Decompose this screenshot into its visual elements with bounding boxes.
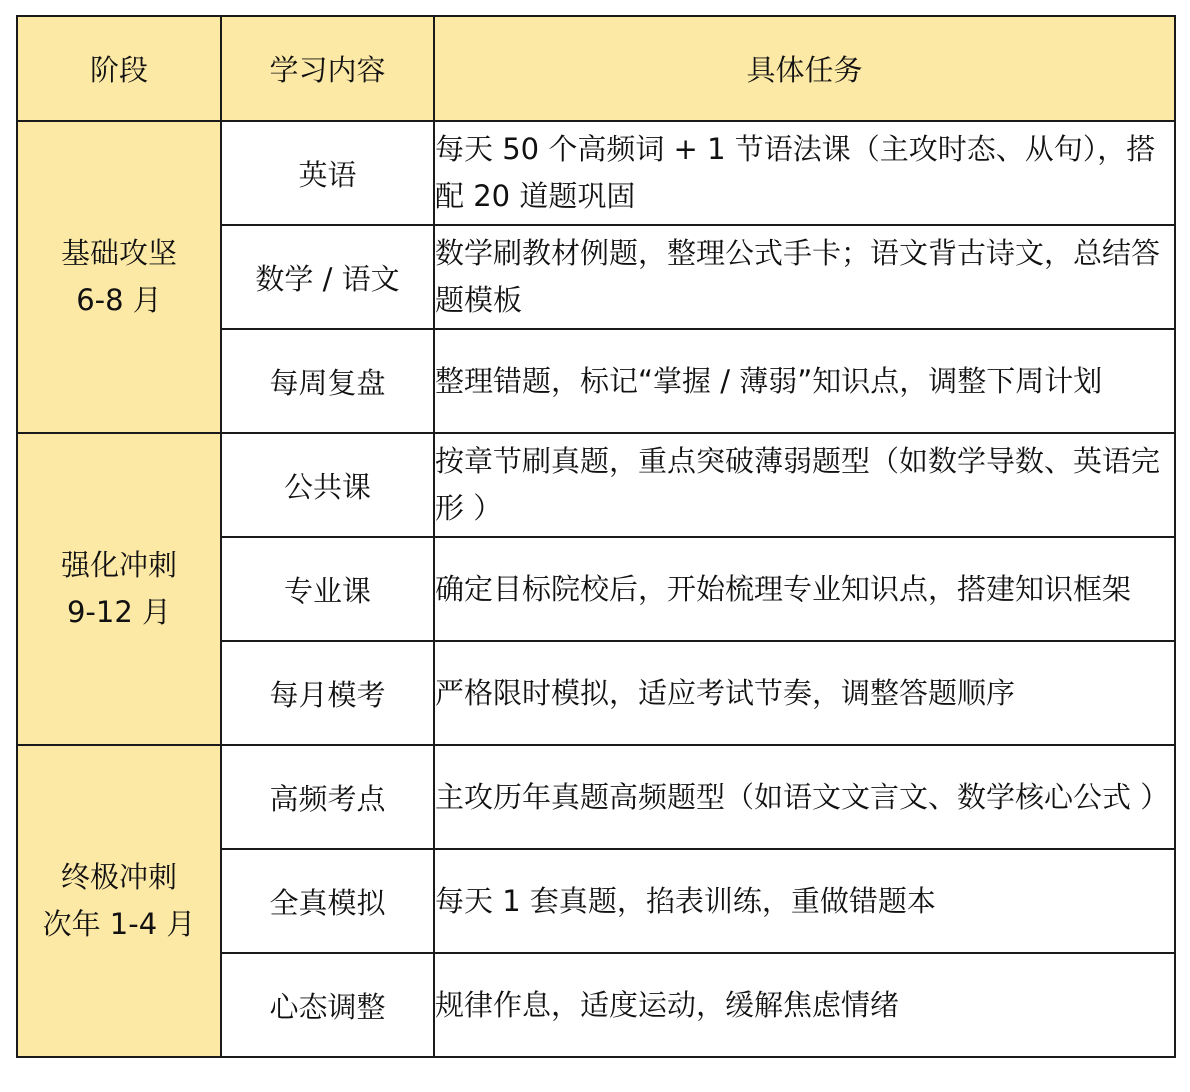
stage-cell-intensive	[17, 433, 221, 745]
header-stage: 阶段	[17, 16, 221, 121]
stage-name: 基础攻坚	[60, 236, 177, 270]
content-cell: 高频考点	[221, 745, 434, 849]
content-cell: 全真模拟	[221, 849, 434, 953]
task-cell: 严格限时模拟，适应考试节奏，调整答题顺序	[434, 641, 1175, 745]
table-row	[17, 745, 1175, 849]
stage-cell-foundation	[17, 121, 221, 433]
task-cell: 确定目标院校后，开始梳理专业知识点，搭建知识框架	[434, 537, 1175, 641]
stage-name: 终极冲刺	[60, 860, 177, 894]
task-cell: 数学刷教材例题，整理公式手卡；语文背古诗文，总结答题模板	[434, 225, 1175, 329]
header-content: 学习内容	[221, 16, 434, 121]
task-cell: 按章节刷真题，重点突破薄弱题型（如数学导数、英语完形 ）	[434, 433, 1175, 537]
content-cell: 公共课	[221, 433, 434, 537]
table-row	[17, 121, 1175, 225]
content-cell: 心态调整	[221, 953, 434, 1057]
content-cell: 英语	[221, 121, 434, 225]
header-row	[17, 16, 1175, 121]
task-cell: 规律作息，适度运动，缓解焦虑情绪	[434, 953, 1175, 1057]
stage-time: 6-8 月	[76, 283, 162, 317]
header-task: 具体任务	[434, 16, 1175, 121]
task-cell: 整理错题，标记“掌握 / 薄弱”知识点，调整下周计划	[434, 329, 1175, 433]
content-cell: 每周复盘	[221, 329, 434, 433]
task-cell: 主攻历年真题高频题型（如语文文言文、数学核心公式 ）	[434, 745, 1175, 849]
table-row	[17, 433, 1175, 537]
content-cell: 数学 / 语文	[221, 225, 434, 329]
stage-time: 9-12 月	[66, 595, 172, 629]
study-plan-table	[16, 15, 1176, 1058]
content-cell: 专业课	[221, 537, 434, 641]
stage-cell-final	[17, 745, 221, 1057]
stage-name: 强化冲刺	[60, 548, 177, 582]
task-cell: 每天 50 个高频词 + 1 节语法课（主攻时态、从句），搭配 20 道题巩固	[434, 121, 1175, 225]
stage-time: 次年 1-4 月	[42, 907, 196, 941]
task-cell: 每天 1 套真题，掐表训练，重做错题本	[434, 849, 1175, 953]
content-cell: 每月模考	[221, 641, 434, 745]
